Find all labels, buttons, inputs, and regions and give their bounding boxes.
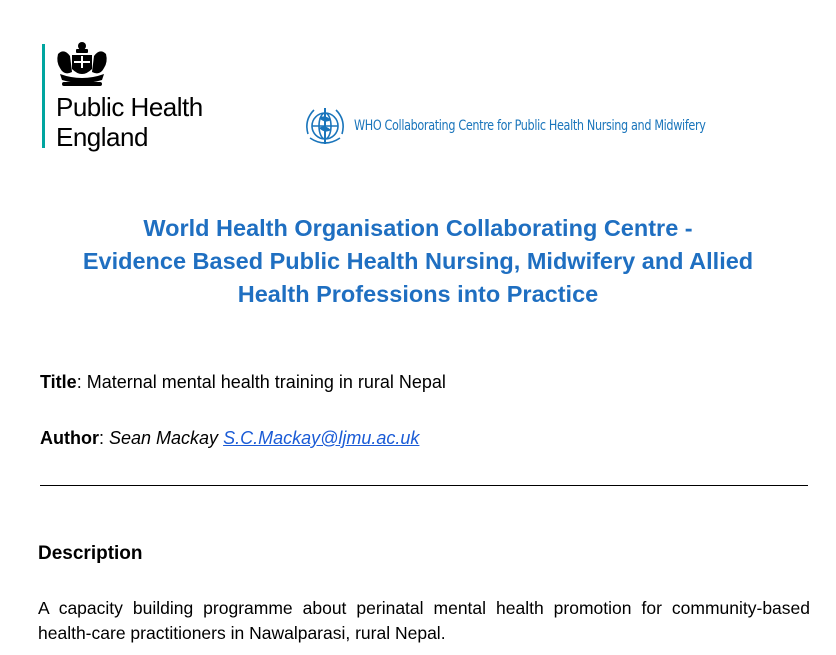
- title-line-1: World Health Organisation Collaborating Centre -: [143, 215, 693, 241]
- description-text: A capacity building programme about perinatal mental health promotion for community-based health-care practitioners in Nawalparasi, rural Nepal.: [38, 598, 810, 643]
- document-title: [0, 212, 836, 311]
- phe-wordmark: [56, 92, 203, 152]
- who-emblem-icon: [302, 104, 348, 148]
- title-line-3: Health Professions into Practice: [237, 281, 599, 307]
- phe-line-1: Public Health: [56, 92, 203, 122]
- author-name: Sean Mackay: [109, 428, 219, 448]
- royal-crest-icon: [54, 40, 110, 88]
- phe-accent-bar: [42, 44, 45, 148]
- author-label: Author: [40, 428, 99, 448]
- who-centre-name: WHO Collaborating Centre for Public Health Nursing and Midwifery: [354, 118, 706, 134]
- author-email-link[interactable]: S.C.Mackay@ljmu.ac.uk: [223, 428, 420, 448]
- section-heading-description: Description: [38, 543, 143, 564]
- meta-author-row: Author: Sean Mackay S.C.Mackay@ljmu.ac.uk: [40, 428, 420, 448]
- title-value: Maternal mental health training in rural Nepal: [86, 372, 446, 392]
- phe-line-2: England: [56, 122, 148, 152]
- who-logo: [302, 104, 763, 148]
- title-line-2: Evidence Based Public Health Nursing, Midwifery and Allied: [82, 248, 754, 274]
- divider-rule: [40, 485, 808, 486]
- title-label: Title: [40, 372, 77, 392]
- meta-title-row: Title: Maternal mental health training in rural Nepal: [40, 372, 446, 392]
